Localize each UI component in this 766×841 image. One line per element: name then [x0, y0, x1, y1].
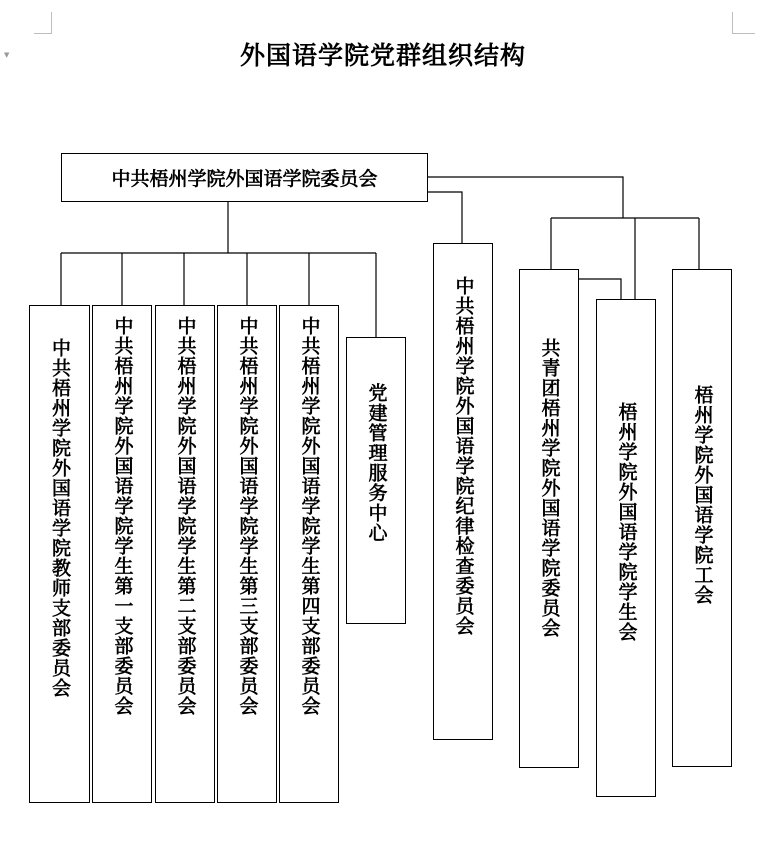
teacher-branch-box	[29, 305, 90, 803]
student-union-box	[596, 299, 656, 797]
student-branch-3-box	[217, 305, 277, 803]
student-union-label: 梧州学院外国语学院学生会	[615, 402, 638, 642]
teacher-branch-label: 中共梧州学院外国语学院教师支部委员会	[49, 338, 71, 698]
student-branch-4-label: 中共梧州学院外国语学院学生第四支部委员会	[298, 316, 321, 716]
student-branch-1-label: 中共梧州学院外国语学院学生第一支部委员会	[111, 316, 134, 716]
connector-root-discipline	[428, 192, 462, 243]
chart-title: 外国语学院党群组织结构	[239, 41, 526, 70]
labor-union-label: 梧州学院外国语学院工会	[691, 385, 714, 605]
student-branch-3-label: 中共梧州学院外国语学院学生第三支部委员会	[236, 316, 259, 716]
discipline-committee-label: 中共梧州学院外国语学院纪律检查委员会	[452, 276, 475, 636]
service-center-label: 党建管理服务中心	[365, 383, 388, 543]
party-committee-box	[61, 153, 428, 202]
student-branch-2-label: 中共梧州学院外国语学院学生第二支部委员会	[174, 316, 197, 716]
connector-league-union	[578, 279, 621, 299]
connector-root-mass	[428, 177, 623, 218]
youth-league-label: 共青团梧州学院外国语学院委员会	[538, 338, 561, 638]
discipline-committee-box	[433, 243, 493, 740]
collapse-triangle-icon: ▼	[4, 51, 10, 59]
youth-league-box	[519, 269, 579, 768]
student-branch-2-box	[155, 305, 215, 803]
student-branch-4-box	[279, 305, 339, 803]
service-center-box	[346, 337, 406, 624]
labor-union-box	[672, 269, 732, 767]
party-committee-label: 中共梧州学院外国语学院委员会	[111, 168, 378, 190]
student-branch-1-box	[92, 305, 152, 803]
